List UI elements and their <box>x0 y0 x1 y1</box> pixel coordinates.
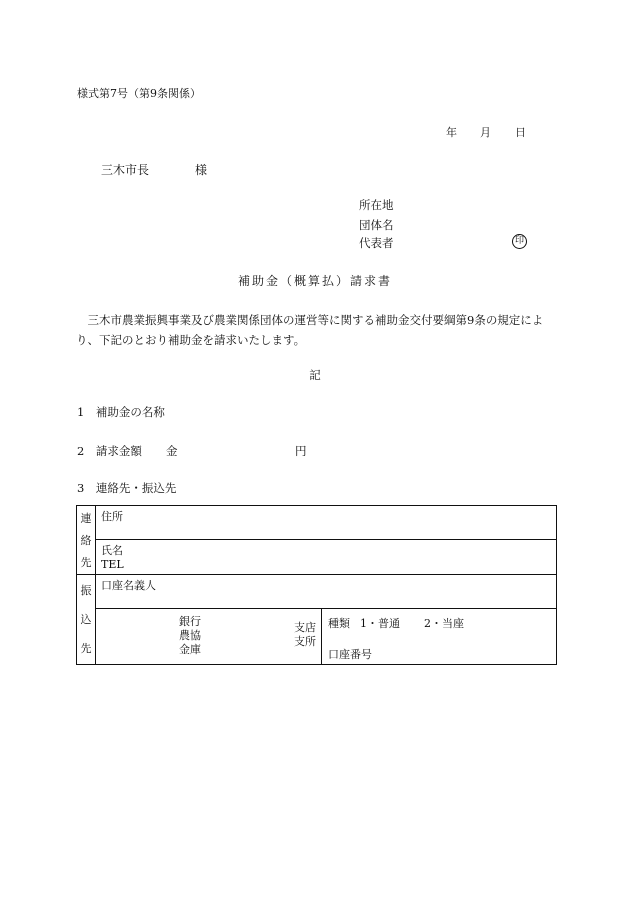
document-title: 補助金（概算払）請求書 <box>237 274 392 288</box>
sender-location-label: 所在地 <box>359 198 394 212</box>
seal-mark: 印 <box>512 234 527 249</box>
transfer-side-label: 振 込 先 <box>77 575 96 665</box>
item-contact-transfer: 3 連絡先・振込先 <box>77 481 177 495</box>
form-number: 様式第7号（第9条関係） <box>77 87 201 100</box>
ki-heading: 記 <box>309 368 321 382</box>
name-label: 氏名 <box>101 544 123 557</box>
contact-transfer-table <box>76 505 557 665</box>
bank-type-list: 銀行 農協 金庫 <box>179 615 201 656</box>
contact-side-label: 連 絡 先 <box>77 506 96 575</box>
account-info-field[interactable] <box>322 609 557 665</box>
date-month: 月 <box>480 126 491 139</box>
amount-yen-label: 円 <box>295 444 307 458</box>
address-label: 住所 <box>101 510 123 523</box>
sender-representative-label: 代表者 <box>359 236 394 250</box>
account-holder-field[interactable] <box>96 575 557 609</box>
item-request-amount: 2 請求金額 <box>77 444 142 458</box>
tel-label: TEL <box>101 558 124 571</box>
branch-type-list: 支店 支所 <box>294 621 316 648</box>
addressee-honorific: 様 <box>195 163 208 177</box>
account-number-label: 口座番号 <box>328 648 372 661</box>
address-field[interactable] <box>96 506 557 540</box>
date-day: 日 <box>515 126 526 139</box>
account-holder-label: 口座名義人 <box>101 579 156 592</box>
bank-branch-field[interactable] <box>96 609 322 665</box>
account-type-row: 種類 1・普通 2・当座 <box>328 617 464 630</box>
name-tel-field[interactable] <box>96 540 557 575</box>
sender-organization-label: 団体名 <box>359 218 394 232</box>
amount-kin-label: 金 <box>166 444 178 458</box>
request-body-text: 三木市農業振興事業及び農業関係団体の運営等に関する補助金交付要綱第9条の規定により、下記のとおり補助金を請求いたします。 <box>76 313 544 347</box>
date-year: 年 <box>446 126 457 139</box>
addressee-name: 三木市長 <box>101 163 150 177</box>
item-subsidy-name: 1 補助金の名称 <box>77 405 165 419</box>
